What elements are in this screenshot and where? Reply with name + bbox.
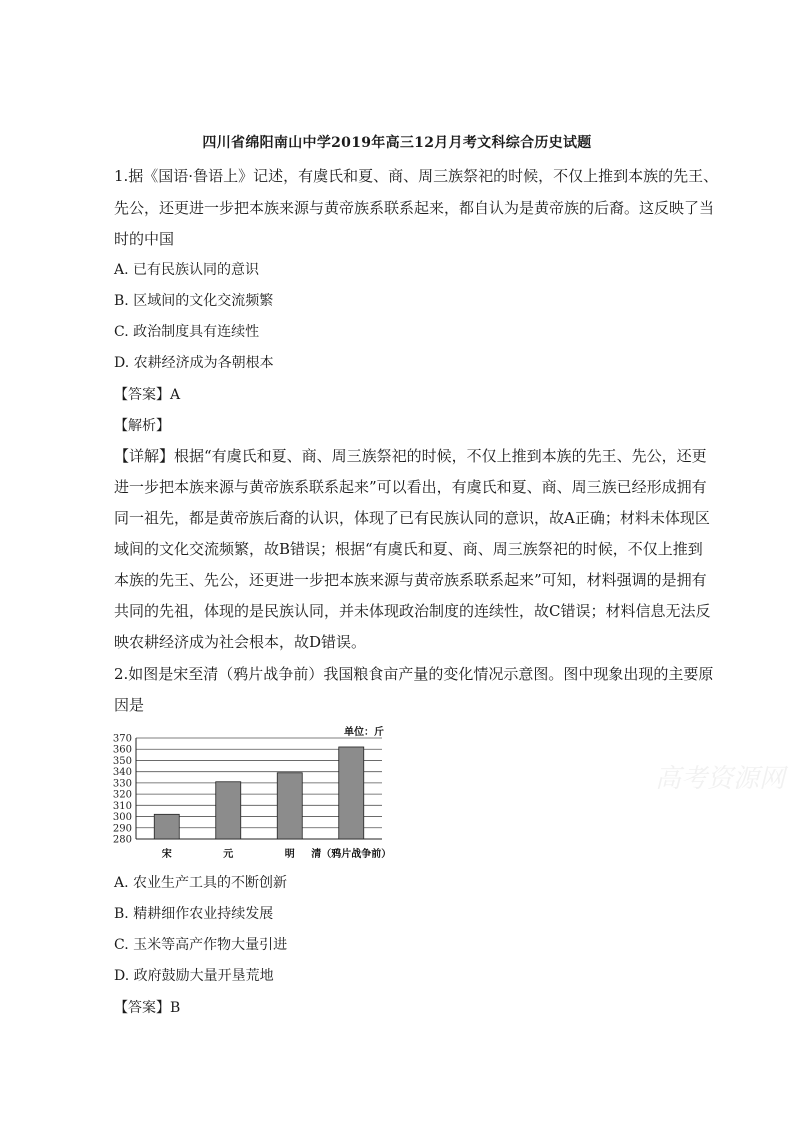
- q1-option-b: B. 区域间的文化交流频繁: [114, 293, 274, 309]
- q1-detail-line: 域间的文化交流频繁，故B错误；根据“有虞氏和夏、商、周三族祭祀的时候，不仅上推到: [114, 540, 703, 558]
- q1-stem-line: 时的中国: [114, 230, 175, 248]
- q1-answer: 【答案】A: [114, 387, 181, 403]
- q2-option-c: C. 玉米等高产作物大量引进: [114, 937, 288, 953]
- q1-analysis-label: 【解析】: [114, 418, 170, 434]
- q2-stem-line: 2.如图是宋至清（鸦片战争前）我国粮食亩产量的变化情况示意图。图中现象出现的主要原: [114, 665, 714, 683]
- y-tick-label: 320: [112, 789, 132, 801]
- q1-detail-line: 【详解】根据“有虞氏和夏、商、周三族祭祀的时候，不仅上推到本族的先王、先公，还更: [114, 447, 707, 465]
- q1-detail-line: 进一步把本族来源与黄帝族系联系起来”可以看出，有虞氏和夏、商、周三族已经形成拥有: [114, 478, 707, 496]
- y-tick-label: 290: [112, 823, 132, 835]
- q1-detail-line: 本族的先王、先公，还更进一步把本族来源与黄帝族系联系起来”可知，材料强调的是拥有: [114, 571, 707, 589]
- y-tick-label: 350: [112, 755, 132, 767]
- grain-yield-bar-chart: [110, 725, 410, 865]
- q1-option-c: C. 政治制度具有连续性: [114, 324, 260, 340]
- y-tick-label: 310: [112, 800, 132, 812]
- q1-detail-line: 共同的先祖，体现的是民族认同，并未体现政治制度的连续性，故C错误；材料信息无法反: [114, 602, 711, 620]
- x-category-label: 宋: [161, 849, 172, 860]
- x-category-label: 明: [284, 849, 295, 860]
- y-tick-label: 360: [112, 744, 132, 756]
- page-title: 四川省绵阳南山中学2019年高三12月月考文科综合历史试题: [202, 135, 592, 151]
- watermark: 高考资源网: [655, 764, 786, 794]
- q1-option-a: A. 已有民族认同的意识: [114, 262, 260, 278]
- bar: [277, 773, 302, 839]
- q2-option-b: B. 精耕细作农业持续发展: [114, 906, 274, 922]
- y-tick-label: 370: [112, 733, 132, 745]
- unit-label: 单位：斤: [344, 727, 384, 738]
- x-category-label: 元: [223, 849, 234, 860]
- q2-option-d: D. 政府鼓励大量开垦荒地: [114, 968, 274, 984]
- q1-option-d: D. 农耕经济成为各朝根本: [114, 355, 274, 371]
- q1-stem-line: 先公，还更进一步把本族来源与黄帝族系联系起来，都自认为是黄帝族的后裔。这反映了当: [114, 199, 715, 217]
- q2-option-a: A. 农业生产工具的不断创新: [114, 875, 288, 891]
- y-tick-label: 280: [112, 834, 132, 846]
- q2-stem-line: 因是: [114, 696, 145, 714]
- y-tick-label: 330: [112, 778, 132, 790]
- q1-stem-line: 1.据《国语·鲁语上》记述，有虞氏和夏、商、周三族祭祀的时候，不仅上推到本族的先王、: [114, 167, 719, 185]
- y-tick-label: 340: [112, 767, 132, 779]
- q1-detail-line: 映农耕经济成为社会根本，故D错误。: [114, 633, 367, 651]
- y-tick-label: 300: [112, 812, 132, 824]
- x-category-label: 清（鸦片战争前）: [311, 849, 392, 860]
- bar: [216, 782, 241, 839]
- q2-answer: 【答案】B: [114, 1000, 181, 1016]
- bar: [154, 814, 179, 839]
- q1-detail-line: 同一祖先，都是黄帝族后裔的认识，体现了已有民族认同的意识，故A正确；材料未体现区: [114, 509, 710, 527]
- bar: [339, 747, 364, 839]
